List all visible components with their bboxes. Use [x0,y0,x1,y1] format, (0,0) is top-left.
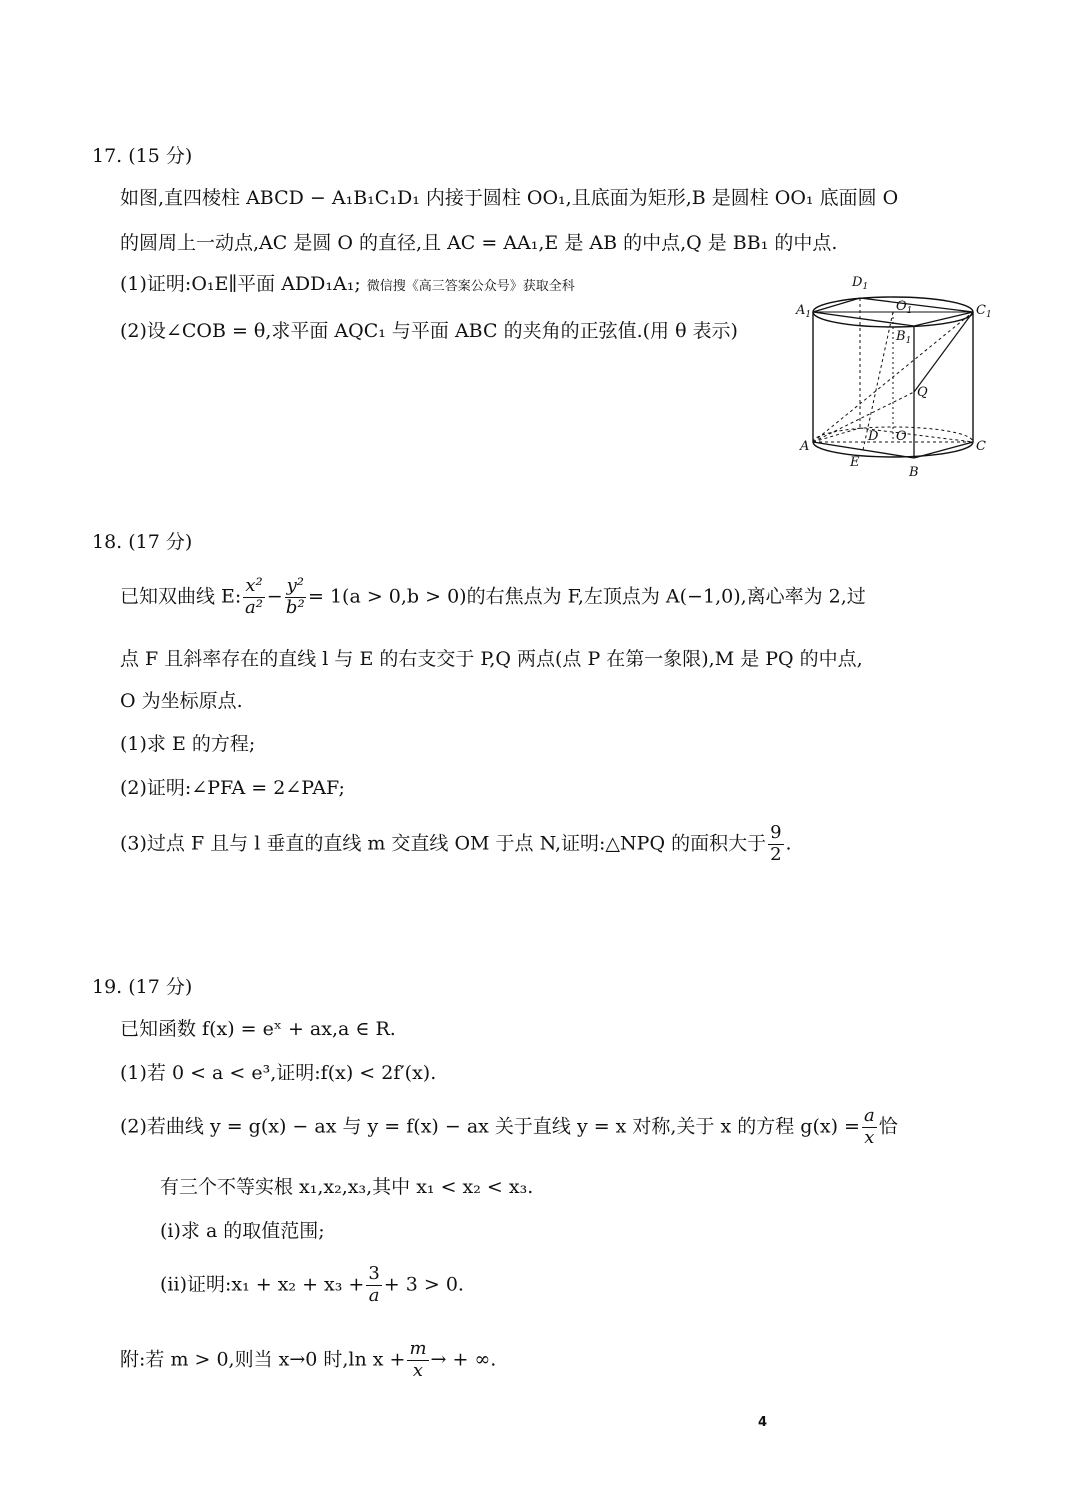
q17-number: 17. [92,145,123,167]
q18-points: (17 分) [128,531,193,553]
q19-stem: 已知函数 f(x) = eˣ + ax,a ∈ R. [120,1018,396,1040]
label-a: A [800,439,810,454]
q18-part3 [120,824,792,865]
q17-figure [790,268,1000,483]
q18-stem-prefix: 已知双曲线 E: [120,585,242,608]
q19-sub-ii-text: (ⅱ)证明:x₁ + x₂ + x₃ + [160,1273,365,1296]
label-d1: $D_1$ [852,275,869,292]
label-o: O [896,429,907,444]
label-b1: $B_1$ [896,329,912,346]
page-number: 4 [758,1415,768,1430]
label-q: Q [917,385,928,400]
q17-part1-text: (1)证明:O₁E∥平面 ADD₁A₁; [120,273,361,295]
q18-header [92,533,192,552]
q17-header [92,147,192,166]
q17-points: (15 分) [128,145,193,167]
q18-part3-text: (3)过点 F 且与 l 垂直的直线 m 交直线 OM 于点 N,证明:△NPQ 的面积大于 [120,832,767,855]
q19-header [92,978,192,997]
q19-part2-line2: 有三个不等实根 x₁,x₂,x₃,其中 x₁ < x₂ < x₃. [160,1176,534,1198]
q18-number: 18. [92,531,123,553]
label-e: E [850,455,860,470]
label-o1: $O_1$ [896,299,913,316]
q19-sub-ii [160,1265,464,1306]
q17-part1 [120,275,575,294]
q19-sub-i: (ⅰ)求 a 的取值范围; [160,1220,325,1242]
q17-stem-line2: 的圆周上一动点,AC 是圆 O 的直径,且 AC = AA₁,E 是 AB 的中点,Q 是 BB₁ 的中点. [120,232,838,254]
fraction-3-a: $\frac{3}{a}$ [368,1263,380,1306]
q19-note-text: 附:若 m > 0,则当 x→0 时,ln x + [120,1348,406,1371]
q18-stem-line2: 点 F 且斜率存在的直线 l 与 E 的右支交于 P,Q 两点(点 P 在第一象限),M 是 PQ 的中点, [120,648,863,670]
q19-note-end: → + ∞. [430,1348,497,1371]
fraction-y2-b2: $\frac{\text{y²}}{\text{b²}}$ [285,575,305,618]
q19-part2 [120,1107,898,1148]
q18-part3-period: . [785,832,792,855]
q19-part2-end: 恰 [878,1115,898,1138]
edge-bc [914,442,973,458]
fraction-a-x: $\frac{a}{x}$ [863,1105,875,1148]
watermark-text: 微信搜《高三答案公众号》获取全科 [366,279,575,294]
q17-stem-line1: 如图,直四棱柱 ABCD − A₁B₁C₁D₁ 内接于圆柱 OO₁,且底面为矩形,B 是圆柱 OO₁ 底面圆 O [120,187,899,209]
fraction-x2-a2: $\frac{\text{x²}}{\text{a²}}$ [245,575,263,618]
label-b: B [909,465,919,480]
q18-stem-rest: = 1(a > 0,b > 0)的右焦点为 F,左顶点为 A(−1,0),离心率为 2,过 [308,585,866,608]
label-c: C [976,439,986,454]
label-a1: $A_1$ [796,303,812,320]
q18-part1: (1)求 E 的方程; [120,733,256,755]
q19-points: (17 分) [128,976,193,998]
q19-number: 19. [92,976,123,998]
fraction-9-2: $\frac{9}{2}$ [770,822,782,865]
q19-part2-text: (2)若曲线 y = g(x) − ax 与 y = f(x) − ax 关于直线 y = x 对称,关于 x 的方程 g(x) = [120,1115,860,1138]
q19-note [120,1340,496,1381]
fraction-m-x: $\frac{m}{x}$ [409,1338,427,1381]
q19-sub-ii-end: + 3 > 0. [383,1273,464,1296]
q17-part2: (2)设∠COB = θ,求平面 AQC₁ 与平面 ABC 的夹角的正弦值.(用 θ 表示) [120,320,738,342]
q18-stem-line1 [120,577,866,618]
q18-stem-line3: O 为坐标原点. [120,690,243,712]
q18-part2: (2)证明:∠PFA = 2∠PAF; [120,777,345,799]
minus-sign: − [266,585,283,608]
label-d: D [868,429,879,444]
label-c1: $C_1$ [976,303,992,320]
q19-part1: (1)若 0 < a < e³,证明:f(x) < 2f′(x). [120,1062,437,1084]
